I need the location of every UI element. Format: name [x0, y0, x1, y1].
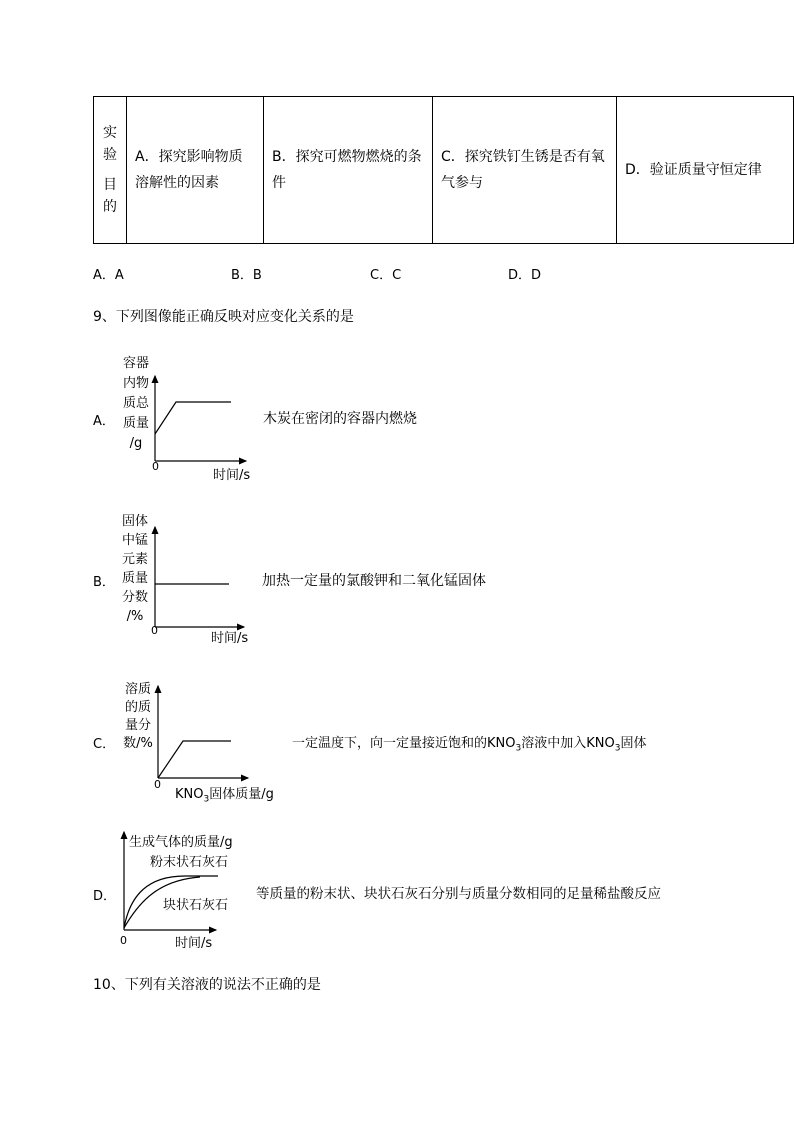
- question-10-title: 10、下列有关溶液的说法不正确的是: [93, 977, 321, 993]
- graph-a-ylabel: 容器 内物 质总 质量 /g: [122, 356, 149, 451]
- graph-a-curve: [155, 402, 231, 434]
- table-cell-d: D．验证质量守恒定律: [617, 97, 794, 244]
- q8-option-a[interactable]: A．A: [93, 268, 124, 283]
- graph-d-origin: 0: [120, 934, 127, 947]
- graph-b-origin: 0: [151, 624, 158, 637]
- graph-a-origin: 0: [152, 460, 159, 473]
- q8-option-b[interactable]: B．B: [231, 268, 262, 283]
- table-cell-b: B．探究可燃物燃烧的条件: [264, 97, 433, 244]
- graph-d-xlabel: 时间/s: [175, 936, 213, 951]
- graph-d-lump-label: 块状石灰石: [163, 898, 229, 913]
- graph-b-xlabel: 时间/s: [211, 631, 249, 646]
- table-cell-a: A．探究影响物质溶解性的因素: [127, 97, 264, 244]
- q9-option-c-label[interactable]: C．: [93, 737, 116, 752]
- q9-option-d-desc: 等质量的粉末状、块状石灰石分别与质量分数相同的足量稀盐酸反应: [256, 886, 661, 902]
- graph-c-xlabel: $KNO_3$固体质量/g: [175, 787, 274, 805]
- q9-option-a-label[interactable]: A．: [93, 414, 115, 429]
- graph-c-curve: [158, 741, 231, 778]
- q9-option-d-label[interactable]: D．: [93, 889, 117, 904]
- graph-c-ylabel: 溶质 的质 量分 数/%: [123, 682, 153, 751]
- graph-b: [155, 527, 244, 627]
- q9-option-c-desc: 一定温度下，向一定量接近饱和的$KNO_3$溶液中加入$KNO_3$固体: [292, 736, 647, 754]
- graph-d-ylabel: 生成气体的质量/g: [129, 835, 233, 850]
- graph-c-origin: 0: [154, 778, 161, 791]
- graph-b-ylabel: 固体 中锰 元素 质量 分数 /%: [121, 514, 148, 624]
- graph-d-powder-label: 粉末状石灰石: [150, 855, 229, 870]
- graph-c: [158, 686, 248, 778]
- graph-a-xlabel: 时间/s: [213, 468, 251, 483]
- table-cell-c: C．探究铁钉生锈是否有氧气参与: [433, 97, 617, 244]
- q8-option-c[interactable]: C．C: [370, 268, 402, 283]
- q8-option-d[interactable]: D．D: [508, 268, 542, 283]
- table-header-cell: 实 验 目 的: [94, 97, 127, 244]
- graph-a: [155, 376, 246, 461]
- q9-option-b-label[interactable]: B．: [93, 575, 115, 590]
- q9-option-b-desc: 加热一定量的氯酸钾和二氧化锰固体: [262, 573, 486, 589]
- question-9-title: 9、下列图像能正确反映对应变化关系的是: [93, 309, 354, 325]
- q9-option-a-desc: 木炭在密闭的容器内燃烧: [263, 411, 417, 427]
